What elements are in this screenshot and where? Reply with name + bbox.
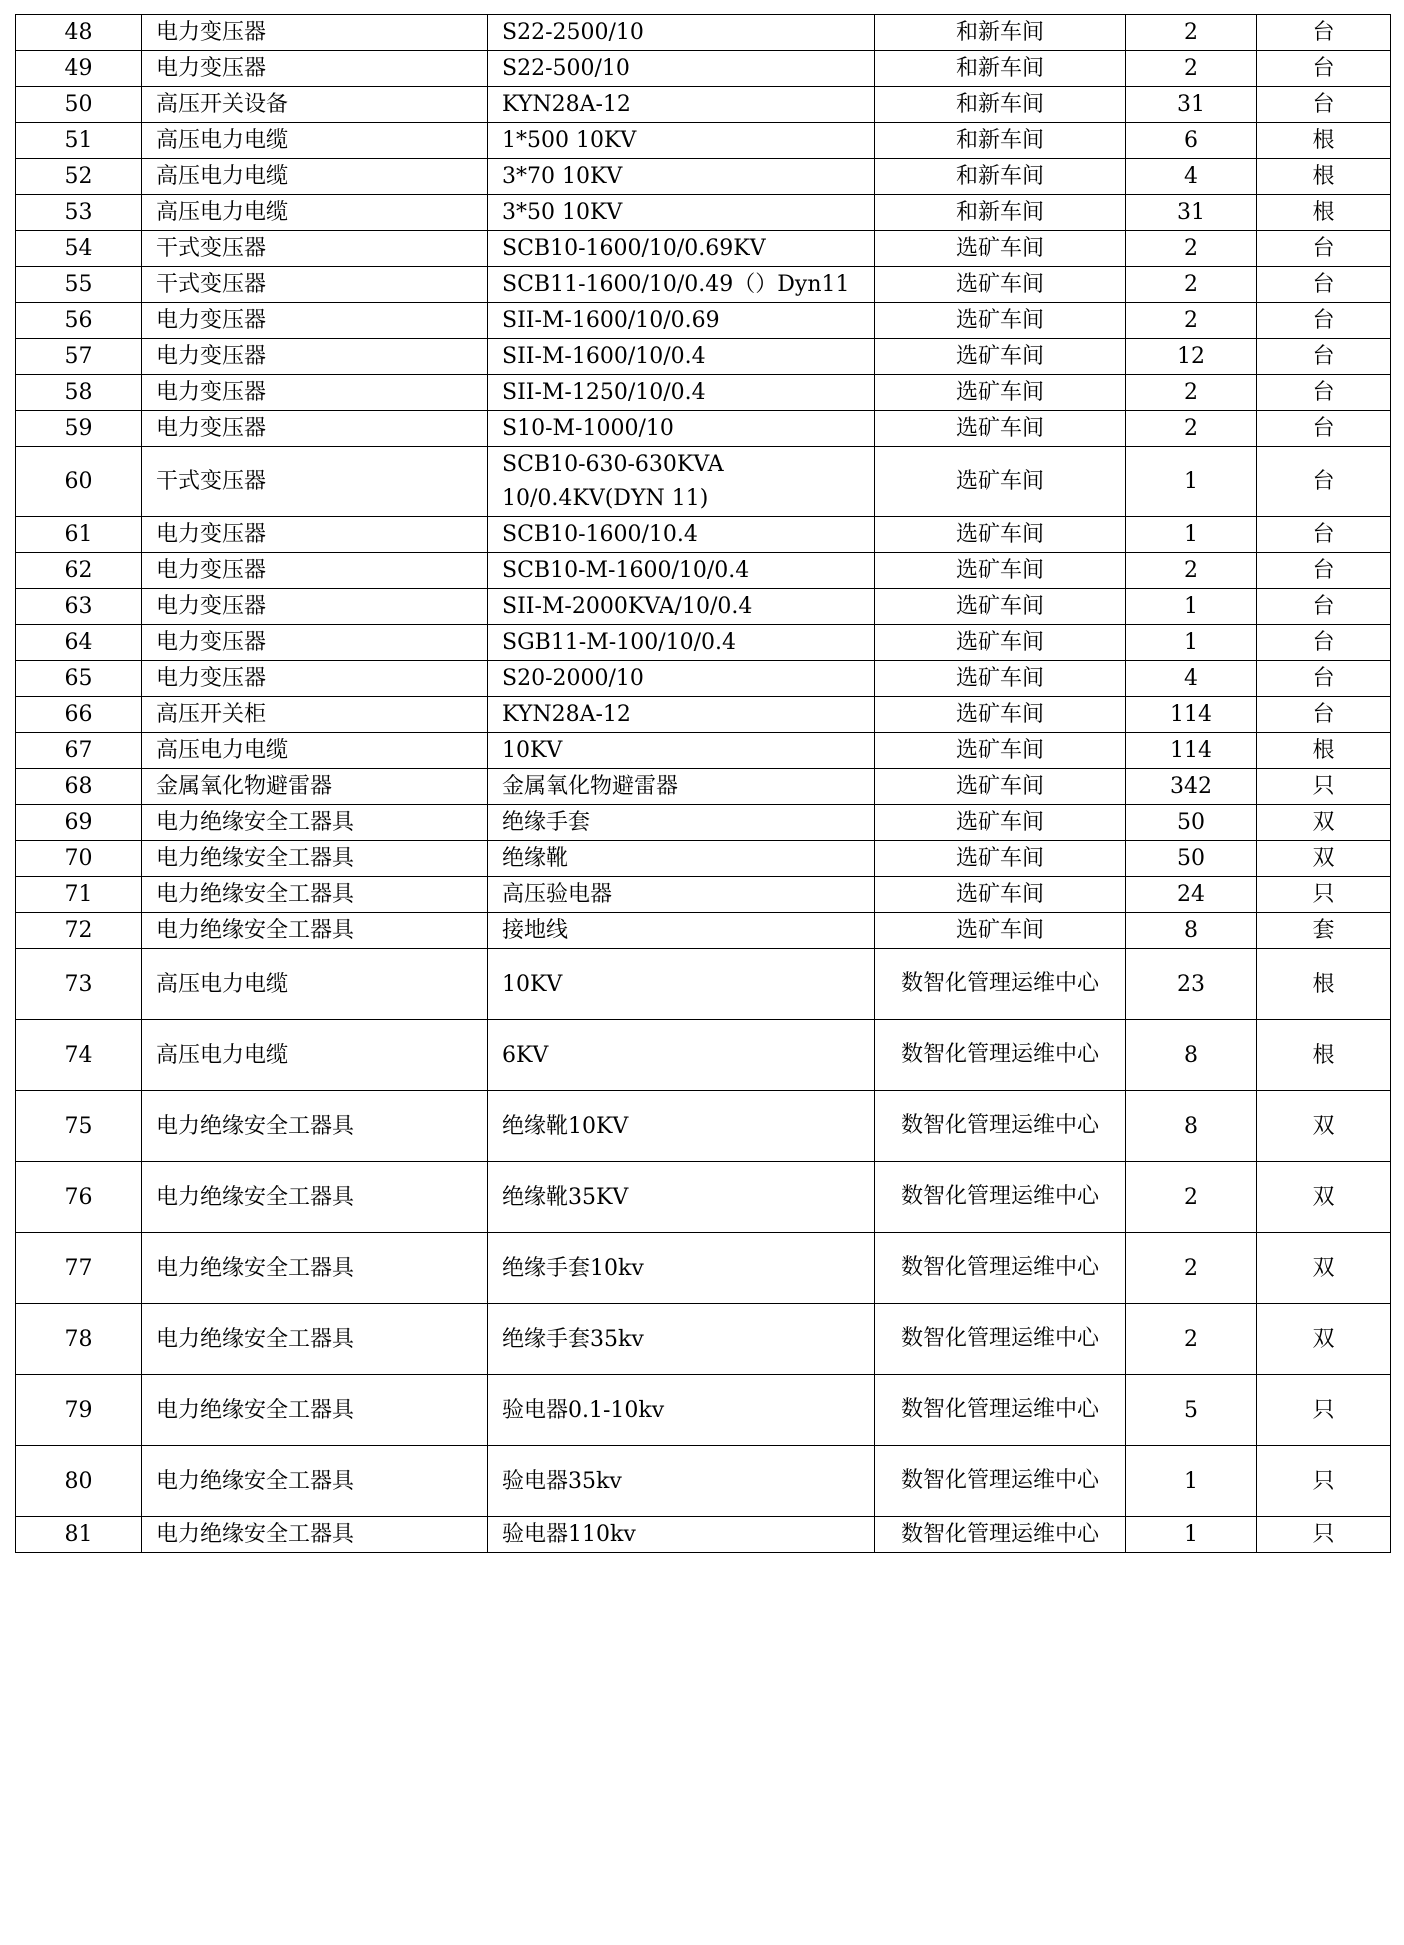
table-row — [16, 267, 1391, 303]
unit-cell: 台 — [1257, 375, 1391, 411]
model-spec-line: SCB10-630-630KVA — [502, 451, 724, 477]
row-number-cell: 80 — [16, 1446, 142, 1517]
model-spec-cell: 金属氧化物避雷器 — [488, 769, 875, 805]
unit-cell: 双 — [1257, 805, 1391, 841]
department-text: 数智化管理运维中心 — [900, 1184, 1099, 1209]
model-spec-cell: 验电器110kv — [488, 1517, 875, 1553]
table-row — [16, 375, 1391, 411]
model-spec-cell: SCB11-1600/10/0.49（）Dyn11 — [488, 267, 875, 303]
quantity-cell: 31 — [1126, 87, 1257, 123]
model-spec-cell: SII-M-1250/10/0.4 — [488, 375, 875, 411]
row-number-cell: 59 — [16, 411, 142, 447]
table-row — [16, 1233, 1391, 1304]
unit-cell: 双 — [1257, 1162, 1391, 1233]
equipment-table — [15, 14, 1391, 1553]
equipment-name-cell: 电力变压器 — [142, 303, 488, 339]
table-row — [16, 303, 1391, 339]
row-number-cell: 79 — [16, 1375, 142, 1446]
unit-cell: 台 — [1257, 303, 1391, 339]
table-row — [16, 805, 1391, 841]
model-spec-cell: KYN28A-12 — [488, 87, 875, 123]
row-number-cell: 51 — [16, 123, 142, 159]
table-row — [16, 15, 1391, 51]
table-row — [16, 697, 1391, 733]
unit-cell: 双 — [1257, 1304, 1391, 1375]
department-cell — [875, 949, 1126, 1020]
equipment-name-cell: 电力绝缘安全工器具 — [142, 1091, 488, 1162]
unit-cell: 台 — [1257, 553, 1391, 589]
row-number-cell: 77 — [16, 1233, 142, 1304]
table-row — [16, 1020, 1391, 1091]
table-row — [16, 589, 1391, 625]
quantity-cell: 5 — [1126, 1375, 1257, 1446]
quantity-cell: 12 — [1126, 339, 1257, 375]
department-cell: 和新车间 — [875, 15, 1126, 51]
table-row — [16, 339, 1391, 375]
equipment-name-cell: 高压电力电缆 — [142, 733, 488, 769]
table-row — [16, 625, 1391, 661]
quantity-cell: 2 — [1126, 1233, 1257, 1304]
equipment-name-cell: 电力变压器 — [142, 553, 488, 589]
equipment-name-cell: 高压电力电缆 — [142, 123, 488, 159]
row-number-cell: 72 — [16, 913, 142, 949]
unit-cell: 双 — [1257, 1091, 1391, 1162]
department-cell — [875, 1517, 1126, 1553]
row-number-cell: 73 — [16, 949, 142, 1020]
quantity-cell: 342 — [1126, 769, 1257, 805]
equipment-name-cell: 高压电力电缆 — [142, 949, 488, 1020]
table-row — [16, 949, 1391, 1020]
unit-cell: 台 — [1257, 15, 1391, 51]
model-spec-cell: S22-500/10 — [488, 51, 875, 87]
table-row — [16, 1375, 1391, 1446]
row-number-cell: 71 — [16, 877, 142, 913]
model-spec-cell: SGB11-M-100/10/0.4 — [488, 625, 875, 661]
model-spec-cell: 绝缘手套 — [488, 805, 875, 841]
unit-cell: 根 — [1257, 733, 1391, 769]
row-number-cell: 65 — [16, 661, 142, 697]
row-number-cell: 66 — [16, 697, 142, 733]
quantity-cell: 1 — [1126, 589, 1257, 625]
department-cell — [875, 1233, 1126, 1304]
unit-cell: 台 — [1257, 231, 1391, 267]
equipment-name-cell: 高压电力电缆 — [142, 1020, 488, 1091]
row-number-cell: 50 — [16, 87, 142, 123]
department-cell: 选矿车间 — [875, 625, 1126, 661]
quantity-cell: 1 — [1126, 1446, 1257, 1517]
department-cell: 选矿车间 — [875, 267, 1126, 303]
department-cell: 选矿车间 — [875, 339, 1126, 375]
model-spec-cell: 绝缘手套35kv — [488, 1304, 875, 1375]
department-text: 数智化管理运维中心 — [900, 1468, 1099, 1493]
quantity-cell: 2 — [1126, 51, 1257, 87]
row-number-cell: 70 — [16, 841, 142, 877]
row-number-cell: 55 — [16, 267, 142, 303]
model-spec-cell: S20-2000/10 — [488, 661, 875, 697]
row-number-cell: 58 — [16, 375, 142, 411]
table-row — [16, 553, 1391, 589]
equipment-name-cell: 电力变压器 — [142, 339, 488, 375]
quantity-cell: 8 — [1126, 1020, 1257, 1091]
table-row — [16, 51, 1391, 87]
department-cell: 选矿车间 — [875, 841, 1126, 877]
table-row — [16, 1162, 1391, 1233]
department-cell — [875, 1304, 1126, 1375]
equipment-name-cell: 电力绝缘安全工器具 — [142, 805, 488, 841]
quantity-cell: 1 — [1126, 625, 1257, 661]
department-cell: 选矿车间 — [875, 303, 1126, 339]
equipment-name-cell: 干式变压器 — [142, 267, 488, 303]
row-number-cell: 62 — [16, 553, 142, 589]
quantity-cell: 4 — [1126, 159, 1257, 195]
department-text: 数智化管理运维中心 — [900, 971, 1099, 996]
equipment-name-cell: 干式变压器 — [142, 231, 488, 267]
department-cell: 和新车间 — [875, 195, 1126, 231]
unit-cell: 只 — [1257, 1446, 1391, 1517]
row-number-cell: 61 — [16, 517, 142, 553]
model-spec-cell: 10KV — [488, 733, 875, 769]
unit-cell: 台 — [1257, 411, 1391, 447]
table-row — [16, 87, 1391, 123]
unit-cell: 台 — [1257, 339, 1391, 375]
unit-cell: 台 — [1257, 697, 1391, 733]
unit-cell: 台 — [1257, 447, 1391, 517]
department-cell: 选矿车间 — [875, 733, 1126, 769]
equipment-name-cell: 高压电力电缆 — [142, 195, 488, 231]
department-cell: 选矿车间 — [875, 661, 1126, 697]
table-row — [16, 769, 1391, 805]
equipment-name-cell: 高压电力电缆 — [142, 159, 488, 195]
row-number-cell: 81 — [16, 1517, 142, 1553]
unit-cell: 台 — [1257, 625, 1391, 661]
department-text: 数智化管理运维中心 — [900, 1042, 1099, 1067]
unit-cell: 双 — [1257, 841, 1391, 877]
row-number-cell: 67 — [16, 733, 142, 769]
equipment-name-cell: 电力绝缘安全工器具 — [142, 1233, 488, 1304]
equipment-name-cell: 电力变压器 — [142, 661, 488, 697]
department-text: 数智化管理运维中心 — [900, 1255, 1099, 1280]
row-number-cell: 69 — [16, 805, 142, 841]
equipment-name-cell: 电力变压器 — [142, 589, 488, 625]
model-spec-cell: 绝缘靴 — [488, 841, 875, 877]
quantity-cell: 2 — [1126, 231, 1257, 267]
department-cell: 和新车间 — [875, 123, 1126, 159]
quantity-cell: 2 — [1126, 375, 1257, 411]
unit-cell: 根 — [1257, 1020, 1391, 1091]
equipment-name-cell: 电力绝缘安全工器具 — [142, 1446, 488, 1517]
equipment-name-cell: 高压开关设备 — [142, 87, 488, 123]
equipment-name-cell: 电力绝缘安全工器具 — [142, 877, 488, 913]
row-number-cell: 64 — [16, 625, 142, 661]
department-cell: 和新车间 — [875, 159, 1126, 195]
department-cell: 选矿车间 — [875, 517, 1126, 553]
unit-cell: 只 — [1257, 769, 1391, 805]
table-row — [16, 913, 1391, 949]
table-row — [16, 733, 1391, 769]
row-number-cell: 48 — [16, 15, 142, 51]
department-cell: 选矿车间 — [875, 231, 1126, 267]
model-spec-cell: 绝缘手套10kv — [488, 1233, 875, 1304]
model-spec-cell: 3*70 10KV — [488, 159, 875, 195]
unit-cell: 台 — [1257, 517, 1391, 553]
department-text: 数智化管理运维中心 — [900, 1521, 1099, 1547]
unit-cell: 根 — [1257, 949, 1391, 1020]
model-spec-cell: KYN28A-12 — [488, 697, 875, 733]
model-spec-cell: SCB10-M-1600/10/0.4 — [488, 553, 875, 589]
model-spec-cell: SII-M-1600/10/0.4 — [488, 339, 875, 375]
department-cell: 和新车间 — [875, 87, 1126, 123]
unit-cell: 根 — [1257, 159, 1391, 195]
quantity-cell: 114 — [1126, 733, 1257, 769]
unit-cell: 只 — [1257, 877, 1391, 913]
table-row — [16, 231, 1391, 267]
equipment-name-cell: 电力绝缘安全工器具 — [142, 913, 488, 949]
quantity-cell: 2 — [1126, 553, 1257, 589]
quantity-cell: 6 — [1126, 123, 1257, 159]
table-row — [16, 517, 1391, 553]
table-row — [16, 1304, 1391, 1375]
department-cell — [875, 1091, 1126, 1162]
model-spec-cell: 10KV — [488, 949, 875, 1020]
quantity-cell: 50 — [1126, 841, 1257, 877]
row-number-cell: 57 — [16, 339, 142, 375]
quantity-cell: 2 — [1126, 15, 1257, 51]
department-cell: 选矿车间 — [875, 913, 1126, 949]
row-number-cell: 54 — [16, 231, 142, 267]
equipment-name-cell: 高压开关柜 — [142, 697, 488, 733]
unit-cell: 台 — [1257, 589, 1391, 625]
quantity-cell: 2 — [1126, 1162, 1257, 1233]
model-spec-cell: 绝缘靴35KV — [488, 1162, 875, 1233]
equipment-name-cell: 电力绝缘安全工器具 — [142, 1162, 488, 1233]
quantity-cell: 31 — [1126, 195, 1257, 231]
department-cell: 选矿车间 — [875, 553, 1126, 589]
department-cell: 选矿车间 — [875, 769, 1126, 805]
equipment-name-cell: 电力变压器 — [142, 375, 488, 411]
department-text: 数智化管理运维中心 — [900, 1113, 1099, 1138]
model-spec-cell: 高压验电器 — [488, 877, 875, 913]
equipment-name-cell: 电力变压器 — [142, 51, 488, 87]
table-row — [16, 195, 1391, 231]
quantity-cell: 2 — [1126, 267, 1257, 303]
model-spec-cell: SCB10-1600/10.4 — [488, 517, 875, 553]
model-spec-cell: SII-M-1600/10/0.69 — [488, 303, 875, 339]
quantity-cell: 114 — [1126, 697, 1257, 733]
row-number-cell: 68 — [16, 769, 142, 805]
model-spec-cell: 接地线 — [488, 913, 875, 949]
equipment-name-cell: 电力绝缘安全工器具 — [142, 1304, 488, 1375]
table-row — [16, 1091, 1391, 1162]
table-row — [16, 877, 1391, 913]
quantity-cell: 1 — [1126, 517, 1257, 553]
equipment-name-cell: 电力绝缘安全工器具 — [142, 841, 488, 877]
department-text: 数智化管理运维中心 — [900, 1397, 1099, 1422]
quantity-cell: 2 — [1126, 303, 1257, 339]
department-cell: 选矿车间 — [875, 447, 1126, 517]
equipment-name-cell: 金属氧化物避雷器 — [142, 769, 488, 805]
equipment-name-cell: 电力变压器 — [142, 411, 488, 447]
department-cell: 选矿车间 — [875, 877, 1126, 913]
table-row — [16, 411, 1391, 447]
model-spec-cell: 1*500 10KV — [488, 123, 875, 159]
row-number-cell: 56 — [16, 303, 142, 339]
unit-cell: 根 — [1257, 195, 1391, 231]
model-spec-cell: 绝缘靴10KV — [488, 1091, 875, 1162]
equipment-name-cell: 干式变压器 — [142, 447, 488, 517]
unit-cell: 台 — [1257, 51, 1391, 87]
department-cell: 选矿车间 — [875, 697, 1126, 733]
department-cell: 和新车间 — [875, 51, 1126, 87]
table-row — [16, 123, 1391, 159]
equipment-name-cell: 电力变压器 — [142, 15, 488, 51]
department-cell: 选矿车间 — [875, 589, 1126, 625]
quantity-cell: 8 — [1126, 1091, 1257, 1162]
table-row — [16, 447, 1391, 517]
unit-cell: 双 — [1257, 1233, 1391, 1304]
table-row — [16, 661, 1391, 697]
unit-cell: 台 — [1257, 661, 1391, 697]
model-spec-cell: 验电器0.1-10kv — [488, 1375, 875, 1446]
row-number-cell: 63 — [16, 589, 142, 625]
department-cell — [875, 1375, 1126, 1446]
table-row — [16, 1517, 1391, 1553]
quantity-cell: 1 — [1126, 447, 1257, 517]
department-cell: 选矿车间 — [875, 375, 1126, 411]
row-number-cell: 78 — [16, 1304, 142, 1375]
equipment-name-cell: 电力变压器 — [142, 625, 488, 661]
model-spec-cell: S22-2500/10 — [488, 15, 875, 51]
equipment-table-body — [16, 15, 1391, 1553]
department-text: 数智化管理运维中心 — [900, 1326, 1099, 1351]
quantity-cell: 1 — [1126, 1517, 1257, 1553]
equipment-name-cell: 电力变压器 — [142, 517, 488, 553]
quantity-cell: 23 — [1126, 949, 1257, 1020]
unit-cell: 套 — [1257, 913, 1391, 949]
row-number-cell: 75 — [16, 1091, 142, 1162]
model-spec-cell: 3*50 10KV — [488, 195, 875, 231]
model-spec-cell — [488, 447, 875, 517]
model-spec-cell: 验电器35kv — [488, 1446, 875, 1517]
row-number-cell: 49 — [16, 51, 142, 87]
quantity-cell: 4 — [1126, 661, 1257, 697]
model-spec-cell: S10-M-1000/10 — [488, 411, 875, 447]
department-cell: 选矿车间 — [875, 411, 1126, 447]
unit-cell: 只 — [1257, 1375, 1391, 1446]
row-number-cell: 74 — [16, 1020, 142, 1091]
unit-cell: 只 — [1257, 1517, 1391, 1553]
quantity-cell: 2 — [1126, 411, 1257, 447]
row-number-cell: 53 — [16, 195, 142, 231]
table-row — [16, 159, 1391, 195]
row-number-cell: 76 — [16, 1162, 142, 1233]
department-cell — [875, 1446, 1126, 1517]
unit-cell: 台 — [1257, 87, 1391, 123]
department-cell — [875, 1020, 1126, 1091]
unit-cell: 台 — [1257, 267, 1391, 303]
quantity-cell: 8 — [1126, 913, 1257, 949]
quantity-cell: 50 — [1126, 805, 1257, 841]
model-spec-cell: SCB10-1600/10/0.69KV — [488, 231, 875, 267]
row-number-cell: 60 — [16, 447, 142, 517]
department-cell — [875, 1162, 1126, 1233]
model-spec-cell: SII-M-2000KVA/10/0.4 — [488, 589, 875, 625]
table-row — [16, 1446, 1391, 1517]
equipment-name-cell: 电力绝缘安全工器具 — [142, 1375, 488, 1446]
table-row — [16, 841, 1391, 877]
equipment-name-cell: 电力绝缘安全工器具 — [142, 1517, 488, 1553]
row-number-cell: 52 — [16, 159, 142, 195]
model-spec-cell: 6KV — [488, 1020, 875, 1091]
quantity-cell: 2 — [1126, 1304, 1257, 1375]
department-cell: 选矿车间 — [875, 805, 1126, 841]
quantity-cell: 24 — [1126, 877, 1257, 913]
model-spec-line: 10/0.4KV(DYN 11) — [502, 485, 709, 511]
unit-cell: 根 — [1257, 123, 1391, 159]
